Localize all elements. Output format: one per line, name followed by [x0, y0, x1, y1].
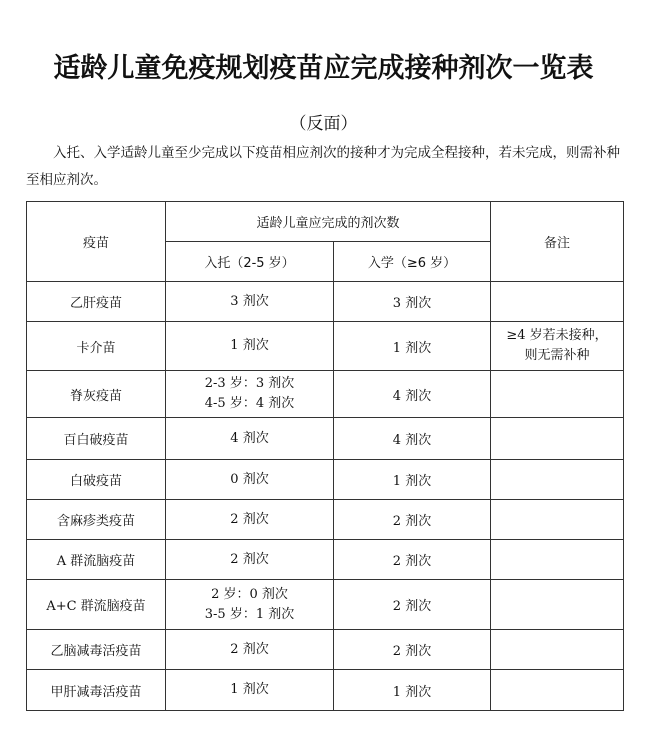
cell-line: 2 剂次 [230, 641, 269, 657]
header-group: 适龄儿童应完成的剂次数 [166, 202, 491, 242]
cell-kindergarten [166, 371, 334, 418]
cell-vaccine: 含麻疹类疫苗 [27, 500, 166, 540]
document-subtitle: （反面） [289, 114, 358, 134]
table-row [27, 580, 624, 630]
cell-kindergarten [166, 540, 334, 580]
cell-school: 2 剂次 [334, 540, 491, 580]
cell-line: 1 剂次 [230, 338, 269, 353]
cell-school: 3 剂次 [334, 282, 491, 322]
vaccine-table [26, 201, 624, 711]
cell-kindergarten [166, 580, 334, 630]
header-school: 入学（≥6 岁） [334, 242, 491, 282]
cell-remark [491, 371, 624, 418]
cell-kindergarten [166, 500, 334, 540]
cell-school: 2 剂次 [334, 500, 491, 540]
header-vaccine: 疫苗 [27, 202, 166, 282]
cell-kindergarten [166, 418, 334, 460]
cell-line: 2 岁：0 剂次 [211, 586, 288, 602]
cell-vaccine: A+C 群流脑疫苗 [27, 580, 166, 630]
cell-kindergarten [166, 322, 334, 371]
cell-vaccine: 百白破疫苗 [27, 418, 166, 460]
table-body [27, 282, 624, 711]
intro-paragraph: 入托、入学适龄儿童至少完成以下疫苗相应剂次的接种才为完成全程接种，若未完成，则需补种至相应剂次。 [26, 145, 620, 188]
cell-remark [491, 500, 624, 540]
cell-kindergarten [166, 630, 334, 670]
cell-remark [491, 670, 624, 711]
table-row [27, 460, 624, 500]
table-row [27, 670, 624, 711]
table-row [27, 540, 624, 580]
cell-vaccine: A 群流脑疫苗 [27, 540, 166, 580]
table-row [27, 371, 624, 418]
cell-line: 4-5 岁：4 剂次 [204, 396, 295, 411]
cell-kindergarten [166, 460, 334, 500]
cell-school: 1 剂次 [334, 322, 491, 371]
cell-remark [491, 580, 624, 630]
header-kindergarten: 入托（2-5 岁） [166, 242, 334, 282]
cell-line: 3-5 岁：1 剂次 [204, 606, 295, 622]
cell-line: ≥4 岁若未接种， [506, 328, 608, 343]
cell-remark [491, 540, 624, 580]
table-row [27, 282, 624, 322]
cell-line: 3 剂次 [230, 293, 269, 309]
cell-kindergarten [166, 670, 334, 711]
cell-remark [491, 460, 624, 500]
cell-remark [491, 418, 624, 460]
cell-school: 4 剂次 [334, 371, 491, 418]
cell-vaccine: 甲肝减毒活疫苗 [27, 670, 166, 711]
cell-kindergarten [166, 282, 334, 322]
table-row [27, 322, 624, 371]
header-remark: 备注 [491, 202, 624, 282]
cell-school: 2 剂次 [334, 630, 491, 670]
cell-vaccine: 乙脑减毒活疫苗 [27, 630, 166, 670]
cell-line: 4 剂次 [230, 430, 269, 446]
table-row [27, 630, 624, 670]
cell-line: 则无需补种 [524, 348, 590, 363]
table-row [27, 418, 624, 460]
cell-line: 2 剂次 [230, 551, 269, 567]
cell-vaccine: 脊灰疫苗 [27, 371, 166, 418]
cell-remark [491, 630, 624, 670]
cell-vaccine: 白破疫苗 [27, 460, 166, 500]
cell-line: 2-3 岁：3 剂次 [204, 376, 295, 391]
cell-school: 1 剂次 [334, 670, 491, 711]
cell-line: 0 剂次 [230, 471, 269, 487]
cell-school: 4 剂次 [334, 418, 491, 460]
cell-school: 1 剂次 [334, 460, 491, 500]
cell-school: 2 剂次 [334, 580, 491, 630]
cell-vaccine: 乙肝疫苗 [27, 282, 166, 322]
cell-line: 2 剂次 [230, 511, 269, 527]
cell-line: 1 剂次 [230, 682, 269, 697]
cell-remark [491, 282, 624, 322]
cell-vaccine: 卡介苗 [27, 322, 166, 371]
document-title: 适龄儿童免疫规划疫苗应完成接种剂次一览表 [53, 53, 594, 84]
cell-remark [491, 322, 624, 371]
table-row [27, 500, 624, 540]
